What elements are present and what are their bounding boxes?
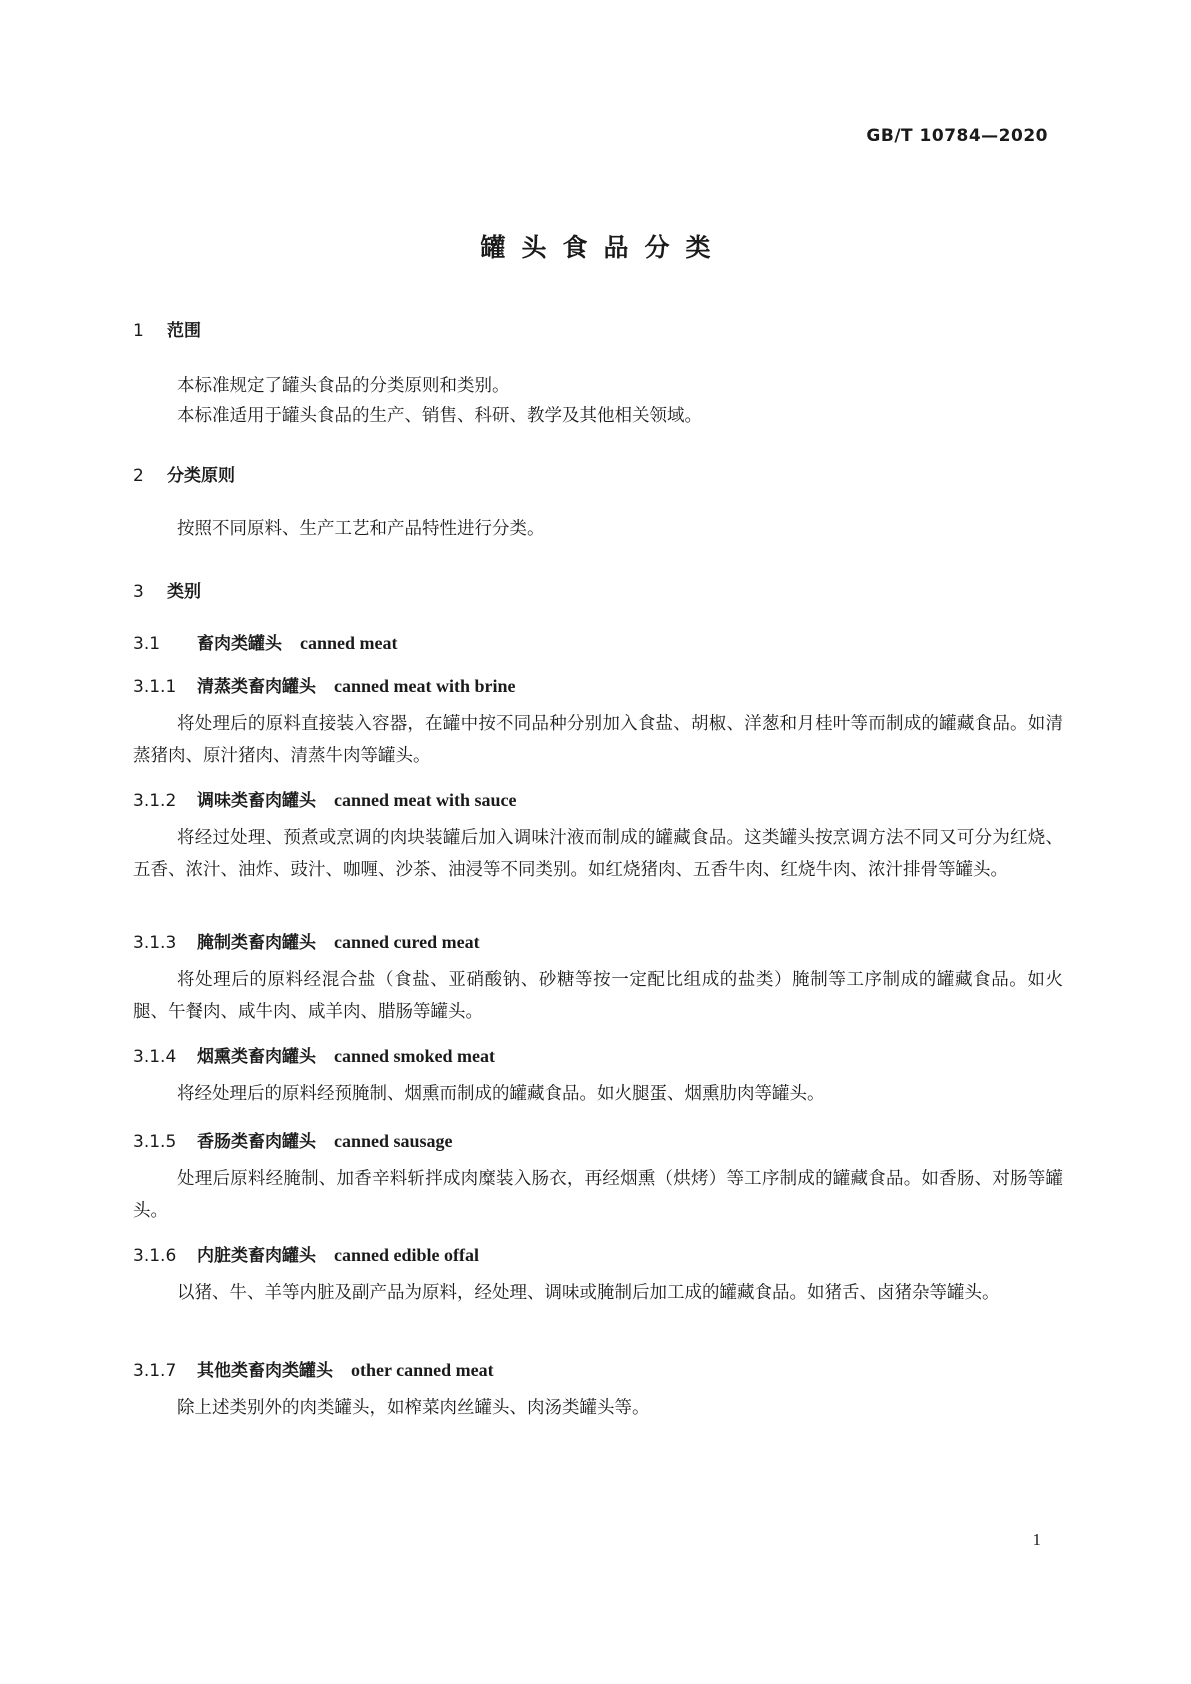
subsection-3-1-7-heading xyxy=(133,1356,494,1381)
subsection-title-en: other canned meat xyxy=(351,1360,494,1380)
subsection-number: 3.1.5 xyxy=(133,1132,177,1152)
subsection-3-1-1-heading xyxy=(133,672,516,697)
subsection-3-1-6-text: 以猪、牛、羊等内脏及副产品为原料，经处理、调味或腌制后加工成的罐藏食品。如猪舌、卤猪杂等罐头。 xyxy=(177,1283,1000,1303)
section-2-heading xyxy=(133,461,235,486)
scope-paragraph-2: 本标准适用于罐头食品的生产、销售、科研、教学及其他相关领域。 xyxy=(177,406,702,426)
standard-number: GB/T 10784—2020 xyxy=(866,126,1048,146)
subsection-3-1-7-text: 除上述类别外的肉类罐头，如榨菜肉丝罐头、肉汤类罐头等。 xyxy=(177,1398,650,1418)
section-1-heading xyxy=(133,316,201,341)
subsection-title-cn: 内脏类畜肉罐头 xyxy=(197,1246,316,1266)
subsection-number: 3.1.6 xyxy=(133,1246,177,1266)
subsection-number: 3.1 xyxy=(133,634,161,654)
subsection-title-cn: 清蒸类畜肉罐头 xyxy=(197,677,316,697)
subsection-title-cn: 调味类畜肉罐头 xyxy=(197,791,316,811)
subsection-number: 3.1.7 xyxy=(133,1361,177,1381)
subsection-3-1-2-text: 将经过处理、预煮或烹调的肉块装罐后加入调味汁液而制成的罐藏食品。这类罐头按烹调方法不同又可分为红烧、五香、浓汁、油炸、豉汁、咖喱、沙茶、油浸等不同类别。如红烧猪肉、五香牛肉、红烧牛肉、浓汁排骨等罐头。 xyxy=(133,828,1063,880)
subsection-3-1-2-heading xyxy=(133,786,517,811)
subsection-title-cn: 香肠类畜肉罐头 xyxy=(197,1132,316,1152)
subsection-title-en: canned meat with sauce xyxy=(334,790,517,810)
subsection-title-en: canned sausage xyxy=(334,1131,453,1151)
subsection-title-en: canned meat with brine xyxy=(334,676,516,696)
subsection-3-1-1-text: 将处理后的原料直接装入容器，在罐中按不同品种分别加入食盐、胡椒、洋葱和月桂叶等而制成的罐藏食品。如清蒸猪肉、原汁猪肉、清蒸牛肉等罐头。 xyxy=(133,714,1063,766)
subsection-3-1-6-heading xyxy=(133,1241,479,1266)
subsection-number: 3.1.4 xyxy=(133,1047,177,1067)
subsection-3-1-4-text: 将经处理后的原料经预腌制、烟熏而制成的罐藏食品。如火腿蛋、烟熏肋肉等罐头。 xyxy=(177,1084,825,1104)
subsection-3-1-3-text: 将处理后的原料经混合盐（食盐、亚硝酸钠、砂糖等按一定配比组成的盐类）腌制等工序制成的罐藏食品。如火腿、午餐肉、咸牛肉、咸羊肉、腊肠等罐头。 xyxy=(133,970,1063,1022)
subsection-3-1-3-heading xyxy=(133,928,480,953)
section-number: 2 xyxy=(133,466,144,486)
page-number: 1 xyxy=(1032,1530,1041,1549)
subsection-title-en: canned edible offal xyxy=(334,1245,480,1265)
section-3-heading xyxy=(133,577,201,602)
subsection-title-en: canned cured meat xyxy=(334,932,480,952)
subsection-3-1-5-heading xyxy=(133,1127,453,1152)
subsection-title-cn: 腌制类畜肉罐头 xyxy=(197,933,316,953)
subsection-title-cn: 烟熏类畜肉罐头 xyxy=(197,1047,316,1067)
subsection-3-1-5-text: 处理后原料经腌制、加香辛料斩拌成肉糜装入肠衣，再经烟熏（烘烤）等工序制成的罐藏食品。如香肠、对肠等罐头。 xyxy=(133,1169,1063,1221)
subsection-number: 3.1.1 xyxy=(133,677,177,697)
section-title: 分类原则 xyxy=(167,466,235,486)
principle-paragraph: 按照不同原料、生产工艺和产品特性进行分类。 xyxy=(177,519,545,539)
section-title: 范围 xyxy=(167,321,201,341)
subsection-title-en: canned smoked meat xyxy=(334,1046,495,1066)
section-number: 3 xyxy=(133,582,144,602)
subsection-number: 3.1.2 xyxy=(133,791,177,811)
section-number: 1 xyxy=(133,321,144,341)
subsection-3-1-heading xyxy=(133,629,398,654)
subsection-title-en: canned meat xyxy=(300,633,398,653)
scope-paragraph-1: 本标准规定了罐头食品的分类原则和类别。 xyxy=(177,376,510,396)
subsection-title-cn: 其他类畜肉类罐头 xyxy=(197,1361,333,1381)
subsection-number: 3.1.3 xyxy=(133,933,177,953)
subsection-title-cn: 畜肉类罐头 xyxy=(197,634,282,654)
section-title: 类别 xyxy=(167,582,201,602)
document-title: 罐头食品分类 xyxy=(480,233,727,262)
subsection-3-1-4-heading xyxy=(133,1042,495,1067)
